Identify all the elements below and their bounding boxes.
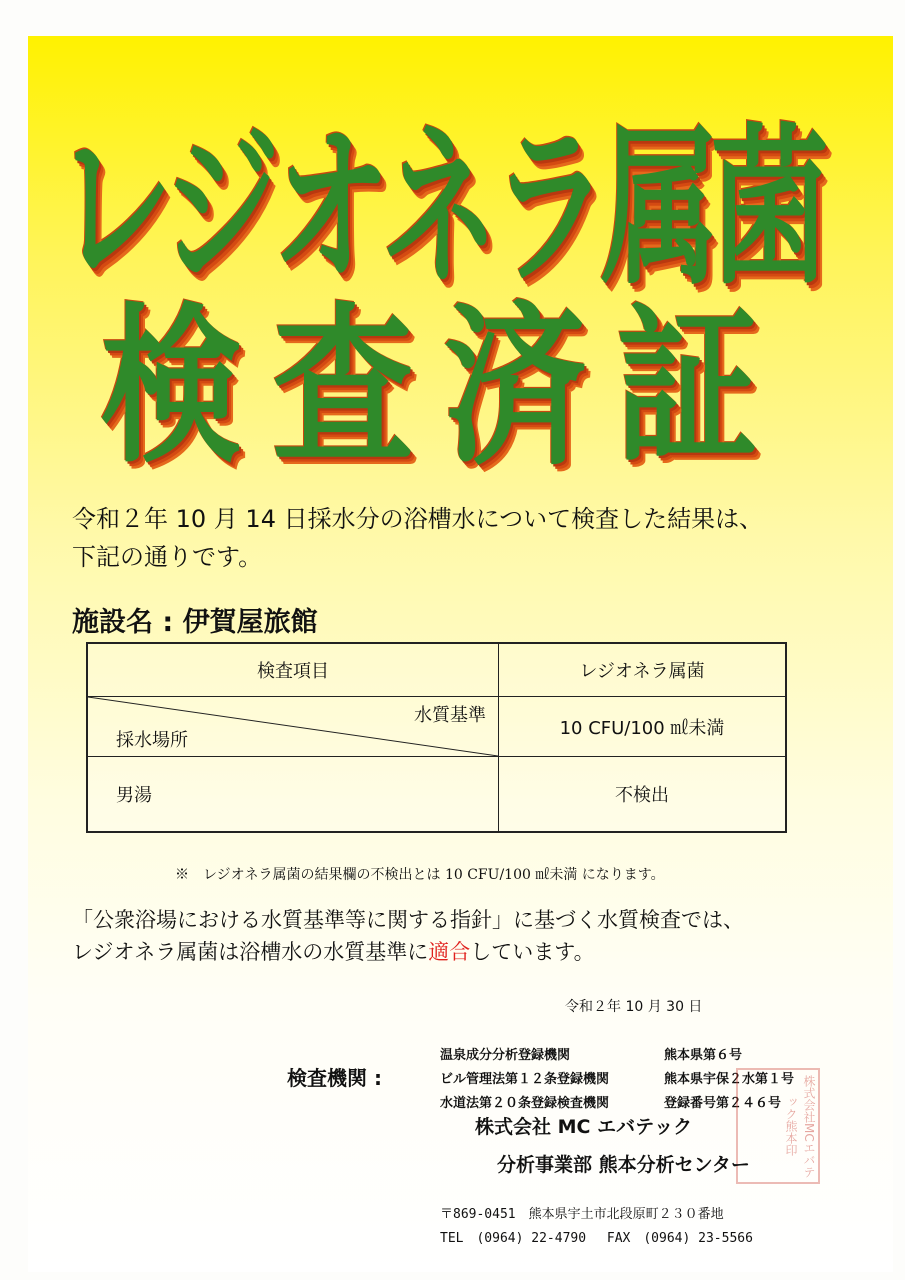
footnote: ※ レジオネラ属菌の結果欄の不検出とは 10 CFU/100 ㎖未満 になります。	[175, 867, 665, 883]
location-cell: 男湯	[87, 757, 499, 833]
registration-number: 登録番号第２４６号	[664, 1096, 782, 1111]
registration-number: 熊本県第６号	[664, 1048, 743, 1063]
contact-block	[440, 1203, 753, 1251]
intro-line-1: 令和２年 10 月 14 日採水分の浴槽水について検査した結果は、	[72, 505, 764, 533]
postal-address: 〒869-0451 熊本県宇土市北段原町２３０番地	[440, 1207, 724, 1222]
table-header-row	[87, 643, 786, 697]
standard-value-cell: 10 CFU/100 ㎖未満	[499, 697, 787, 757]
issue-date: 令和２年 10 月 30 日	[565, 999, 703, 1015]
compliance-highlight: 適合	[428, 940, 471, 964]
header-item-cell: 検査項目	[87, 643, 499, 697]
conclusion-text-before: レジオネラ属菌は浴槽水の水質基準に	[72, 940, 429, 964]
conclusion-line-2	[72, 936, 744, 968]
conclusion-text	[72, 904, 744, 968]
conclusion-text-after: しています。	[470, 940, 595, 964]
company-name: 株式会社 MC エバテック	[475, 1116, 693, 1138]
title-line-1: レジオネラ属菌	[55, 107, 821, 308]
result-cell: 不検出	[499, 757, 787, 833]
diagonal-header-cell	[87, 697, 499, 757]
stamp-text: 株式会社MCエバテック熊本印	[784, 1074, 816, 1178]
result-table	[86, 642, 787, 833]
registration-name: 水道法第２０条登録検査機関	[440, 1096, 610, 1111]
registration-name: ビル管理法第１２条登録機関	[440, 1072, 610, 1087]
agency-label: 検査機関 :	[287, 1066, 382, 1090]
table-row	[87, 757, 786, 833]
facility-name: 施設名 : 伊賀屋旅館	[72, 607, 318, 638]
title-line-2: 検査済証	[100, 288, 788, 487]
registration-row	[440, 1092, 781, 1111]
table-standard-row	[87, 697, 786, 757]
intro-line-2: 下記の通りです。	[72, 543, 263, 571]
conclusion-line-1: 「公衆浴場における水質基準等に関する指針」に基づく水質検査では、	[72, 908, 744, 932]
phone-fax: TEL (0964) 22-4790 FAX (0964) 23-5566	[440, 1231, 753, 1246]
registration-row	[440, 1044, 742, 1063]
intro-text	[72, 500, 763, 576]
standard-label: 水質基準	[414, 705, 486, 726]
header-result-cell: レジオネラ属菌	[499, 643, 787, 697]
registration-number: 熊本県宇保２水第１号	[664, 1072, 795, 1087]
registration-name: 温泉成分分析登録機関	[440, 1048, 571, 1063]
department-name: 分析事業部 熊本分析センター	[497, 1154, 750, 1176]
location-label: 採水場所	[116, 730, 188, 751]
